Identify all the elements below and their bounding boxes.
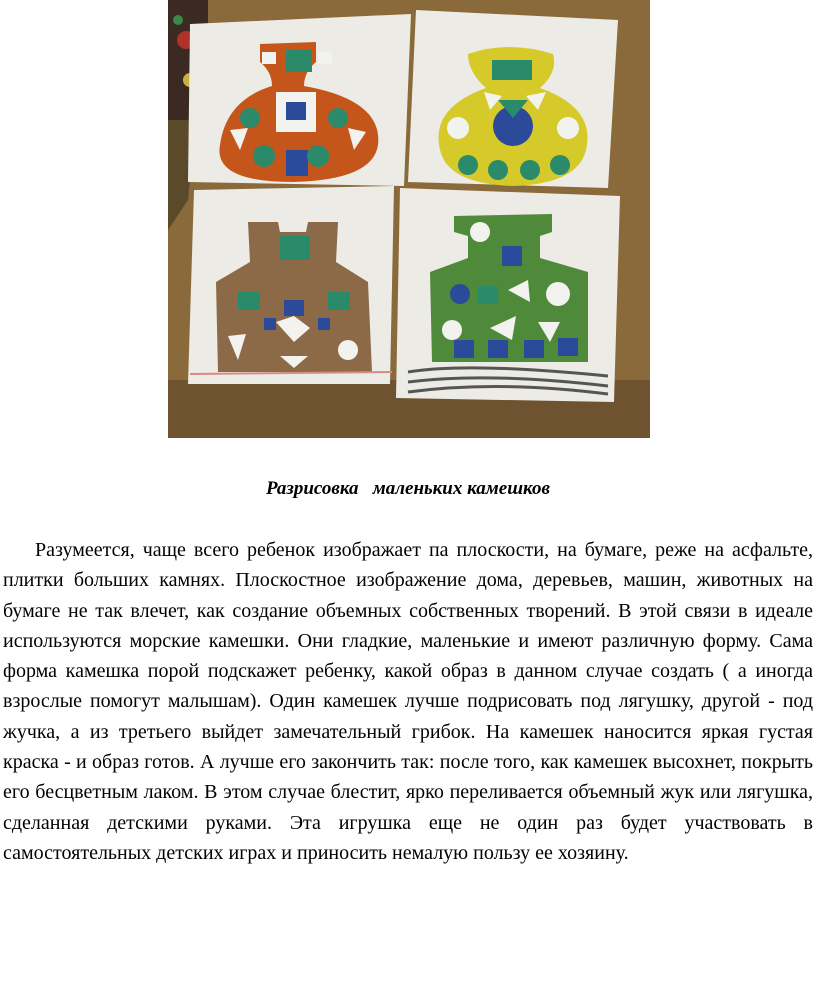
green-vase-artwork <box>396 188 620 402</box>
brown-vase-artwork <box>188 186 394 384</box>
body-paragraph: Разумеется, чаще всего ребенок изображает па плоскости, на бумаге, реже на асфальте, плитки больших камнях. Плоскостное изображение дома, деревьев, машин, животных на бумаге не так влечет, как создание объемных собственных творений. В этой связи в идеале используются морские камешки. Они гладкие, маленькие и имеют различную форму. Сама форма камешка порой подскажет ребенку, какой образ в данном случае создать ( а иногда взрослые помогут малышам). Один камешек лучше подрисовать под лягушку, другой - под жучка, а из третьего выйдет замечательный грибок. На камешек наносится яркая густая краска - и образ готов. А лучше его закончить так: после того, как камешек высохнет, покрыть его бесцветным лаком. В этом случае блестит, ярко переливается объемный жук или лягушка, сделанная детскими руками. Эта игрушка еще не один раз будет участвовать в самостоятельных детских играх и приносить немалую пользу ее хозяину. <box>3 539 813 864</box>
photo-caption: Разрисовка маленьких камешков <box>266 478 550 499</box>
yellow-vase-artwork <box>408 10 618 188</box>
children-vase-crafts-photo <box>168 0 650 438</box>
orange-vase-artwork <box>188 14 411 186</box>
